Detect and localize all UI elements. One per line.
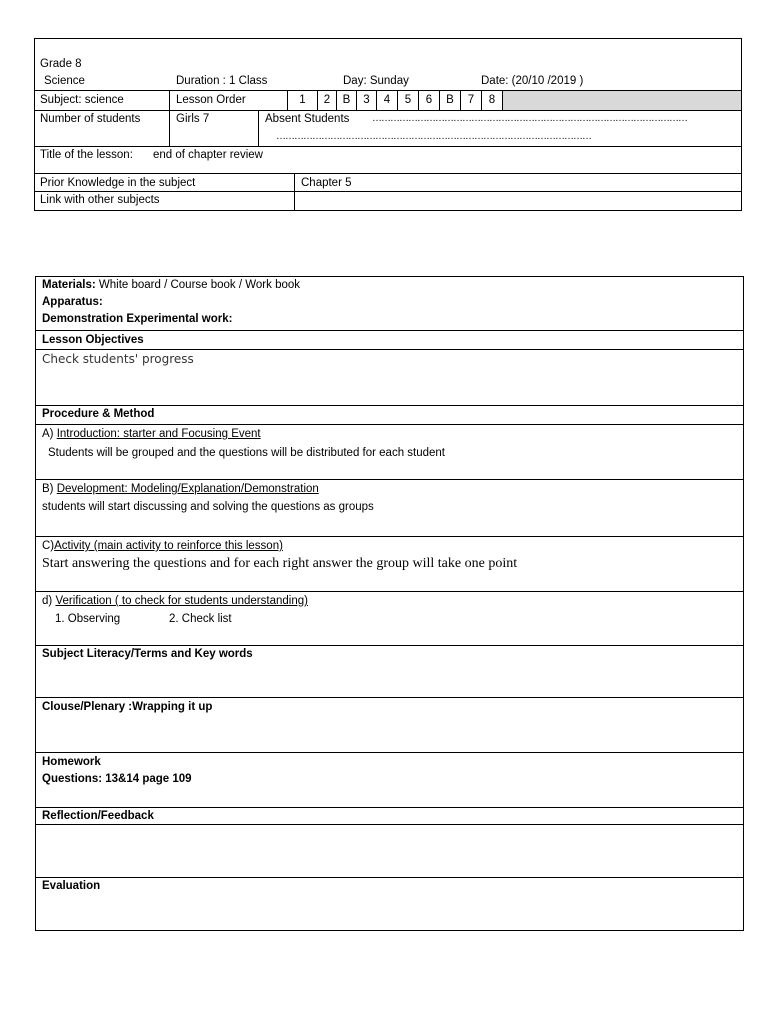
homework-value: Questions: 13&14 page 109 xyxy=(42,773,192,785)
dev-title: Development: Modeling/Explanation/Demonstration xyxy=(56,483,319,495)
intro-text: Students will be grouped and the questions will be distributed for each student xyxy=(48,447,446,459)
row-divider xyxy=(35,349,744,350)
reflection-label: Reflection/Feedback xyxy=(42,810,154,822)
col-divider xyxy=(258,110,259,147)
evaluation-label: Evaluation xyxy=(42,880,101,892)
lesson-order-label: Lesson Order xyxy=(176,94,246,106)
absent-dots: …………………………………………………………………………………………… xyxy=(372,113,687,124)
intro-heading xyxy=(42,427,261,441)
apparatus-label: Apparatus: xyxy=(42,296,103,308)
lesson-order-cell: B xyxy=(439,91,460,110)
row-divider xyxy=(35,536,744,537)
verif-title: Verification ( to check for students understanding) xyxy=(55,595,308,607)
row-divider xyxy=(35,479,744,480)
prior-label: Prior Knowledge in the subject xyxy=(40,177,196,189)
objectives-label: Lesson Objectives xyxy=(42,334,144,346)
col-divider xyxy=(169,90,170,147)
intro-prefix: A) xyxy=(42,428,54,440)
prior-value: Chapter 5 xyxy=(301,177,352,189)
row-divider xyxy=(35,591,744,592)
lesson-order-cell: 3 xyxy=(356,91,376,110)
verif-heading xyxy=(42,594,308,608)
row-divider xyxy=(35,807,744,808)
plenary-label: Clouse/Plenary :Wrapping it up xyxy=(42,701,213,713)
lesson-order-cell: 4 xyxy=(376,91,397,110)
duration-text: Duration : 1 Class xyxy=(176,75,268,87)
row-divider xyxy=(35,752,744,753)
materials-row xyxy=(42,278,300,292)
objectives-value: Check students' progress xyxy=(42,352,194,366)
row-divider xyxy=(34,173,742,174)
row-divider xyxy=(34,191,742,192)
subject-label: Subject: science xyxy=(40,94,124,106)
activity-text: Start answering the questions and for each right answer the group will take one point xyxy=(42,556,518,571)
activity-heading xyxy=(42,539,283,553)
day-text: Day: Sunday xyxy=(343,75,409,87)
verif-item-2: 2. Check list xyxy=(169,613,232,625)
dev-heading xyxy=(42,482,319,496)
demo-label: Demonstration Experimental work: xyxy=(42,313,233,325)
lesson-order-cell: 2 xyxy=(317,91,336,110)
row-divider xyxy=(35,697,744,698)
dev-prefix: B) xyxy=(42,483,54,495)
row-divider xyxy=(35,424,744,425)
lesson-order-cell: 1 xyxy=(287,91,317,110)
date-text: Date: (20/10 /2019 ) xyxy=(481,75,584,87)
title-label: Title of the lesson: xyxy=(40,149,133,161)
row-divider xyxy=(35,645,744,646)
materials-value: White board / Course book / Work book xyxy=(98,279,301,291)
absent-dots: …………………………………………………………………………………………… xyxy=(276,131,591,142)
row-divider xyxy=(35,824,744,825)
title-value: end of chapter review xyxy=(153,149,263,161)
verif-prefix: d) xyxy=(42,595,53,607)
lesson-order-cell: B xyxy=(336,91,356,110)
girls-count: Girls 7 xyxy=(176,113,210,125)
activity-prefix: C) xyxy=(42,540,55,552)
intro-title: Introduction: starter and Focusing Event xyxy=(56,428,261,440)
lesson-order-cell: 6 xyxy=(418,91,439,110)
lesson-order-shade xyxy=(503,91,741,110)
lesson-order-cell: 8 xyxy=(481,91,503,110)
lesson-order-cell: 5 xyxy=(397,91,418,110)
row-divider xyxy=(35,405,744,406)
dev-text: students will start discussing and solving the questions as groups xyxy=(42,501,374,513)
row-divider xyxy=(34,146,742,147)
verif-item-1: 1. Observing xyxy=(55,613,121,625)
materials-label: Materials: xyxy=(42,279,96,291)
lesson-order-cell: 7 xyxy=(460,91,481,110)
activity-title: Activity (main activity to reinforce this lesson) xyxy=(54,540,283,552)
absent-label: Absent Students xyxy=(265,113,350,125)
row-divider xyxy=(35,330,744,331)
grade-text: Grade 8 xyxy=(40,58,82,70)
literacy-label: Subject Literacy/Terms and Key words xyxy=(42,648,253,660)
row-divider xyxy=(34,110,742,111)
science-text: Science xyxy=(44,75,85,87)
procedure-label: Procedure & Method xyxy=(42,408,155,420)
row-divider xyxy=(35,877,744,878)
col-divider xyxy=(294,173,295,211)
homework-label: Homework xyxy=(42,756,101,768)
link-label: Link with other subjects xyxy=(40,194,160,206)
num-students-label: Number of students xyxy=(40,113,141,125)
